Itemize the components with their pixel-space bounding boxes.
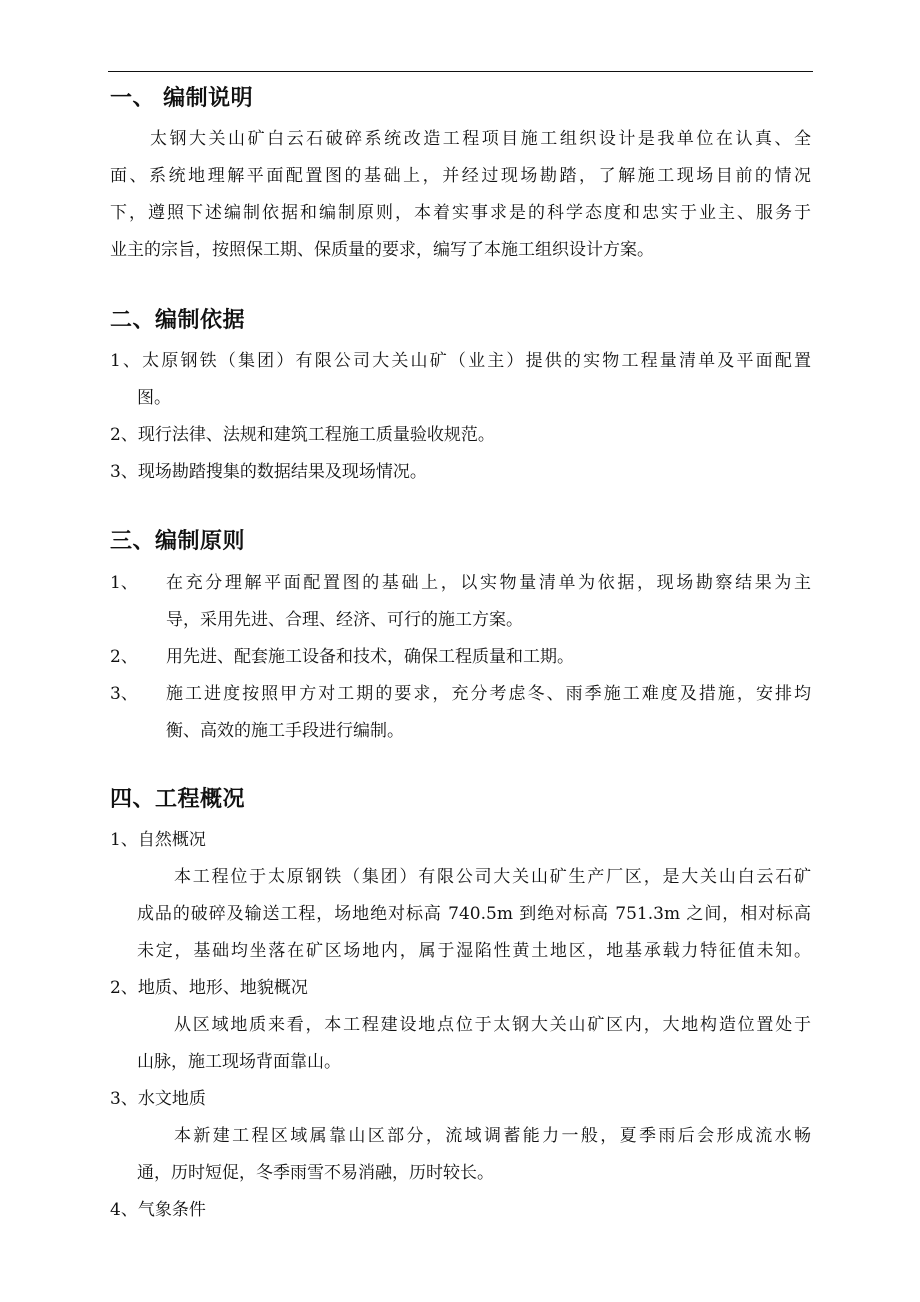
list-item-continuation: 衡、高效的施工手段进行编制。 — [166, 721, 404, 741]
paragraph-line: 从区域地质来看，本工程建设地点位于太钢大关山矿区内，大地构造位置处于 — [174, 1015, 811, 1035]
paragraph-line: 通，历时短促，冬季雨雪不易消融，历时较长。 — [137, 1163, 494, 1183]
paragraph-line: 面、系统地理解平面配置图的基础上，并经过现场勘踏，了解施工现场目前的情况 — [110, 166, 811, 186]
paragraph-line: 太钢大关山矿白云石破碎系统改造工程项目施工组织设计是我单位在认真、全 — [150, 129, 811, 149]
paragraph-line: 下，遵照下述编制依据和编制原则，本着实事求是的科学态度和忠实于业主、服务于 — [110, 203, 811, 223]
subsection-heading: 3、水文地质 — [110, 1089, 206, 1109]
paragraph-line: 山脉，施工现场背面靠山。 — [137, 1052, 341, 1072]
list-item: 1、太原钢铁（集团）有限公司大关山矿（业主）提供的实物工程量清单及平面配置 — [110, 351, 811, 371]
list-item: 2、现行法律、法规和建筑工程施工质量验收规范。 — [110, 425, 495, 445]
list-item-continuation: 导，采用先进、合理、经济、可行的施工方案。 — [166, 610, 523, 630]
list-number: 2、 — [110, 647, 138, 667]
list-item: 在充分理解平面配置图的基础上，以实物量清单为依据，现场勘察结果为主 — [166, 573, 811, 593]
section-title-overview: 四、工程概况 — [110, 787, 246, 812]
list-item-continuation: 图。 — [137, 388, 171, 408]
list-number: 1、 — [110, 573, 138, 593]
section-title-basis: 二、编制依据 — [110, 308, 246, 333]
paragraph-line: 业主的宗旨，按照保工期、保质量的要求，编写了本施工组织设计方案。 — [110, 240, 654, 260]
subsection-heading: 2、地质、地形、地貌概况 — [110, 978, 308, 998]
paragraph-line: 成品的破碎及输送工程，场地绝对标高 740.5m 到绝对标高 751.3m 之间，相对标高 — [137, 904, 811, 924]
list-item: 施工进度按照甲方对工期的要求，充分考虑冬、雨季施工难度及措施，安排均 — [166, 684, 811, 704]
subsection-heading: 4、气象条件 — [110, 1200, 206, 1220]
list-number: 3、 — [110, 684, 138, 704]
section-title-principles: 三、编制原则 — [110, 529, 246, 554]
list-item: 用先进、配套施工设备和技术，确保工程质量和工期。 — [166, 647, 574, 667]
list-item: 3、现场勘踏搜集的数据结果及现场情况。 — [110, 462, 427, 482]
subsection-heading: 1、自然概况 — [110, 830, 206, 850]
paragraph-line: 本新建工程区域属靠山区部分，流域调蓄能力一般，夏季雨后会形成流水畅 — [174, 1126, 811, 1146]
paragraph-line: 本工程位于太原钢铁（集团）有限公司大关山矿生产厂区，是大关山白云石矿 — [174, 867, 811, 887]
header-rule — [108, 71, 813, 72]
section-title-explanation: 一、 编制说明 — [110, 86, 254, 111]
paragraph-line: 未定，基础均坐落在矿区场地内，属于湿陷性黄土地区，地基承载力特征值未知。 — [137, 941, 811, 961]
